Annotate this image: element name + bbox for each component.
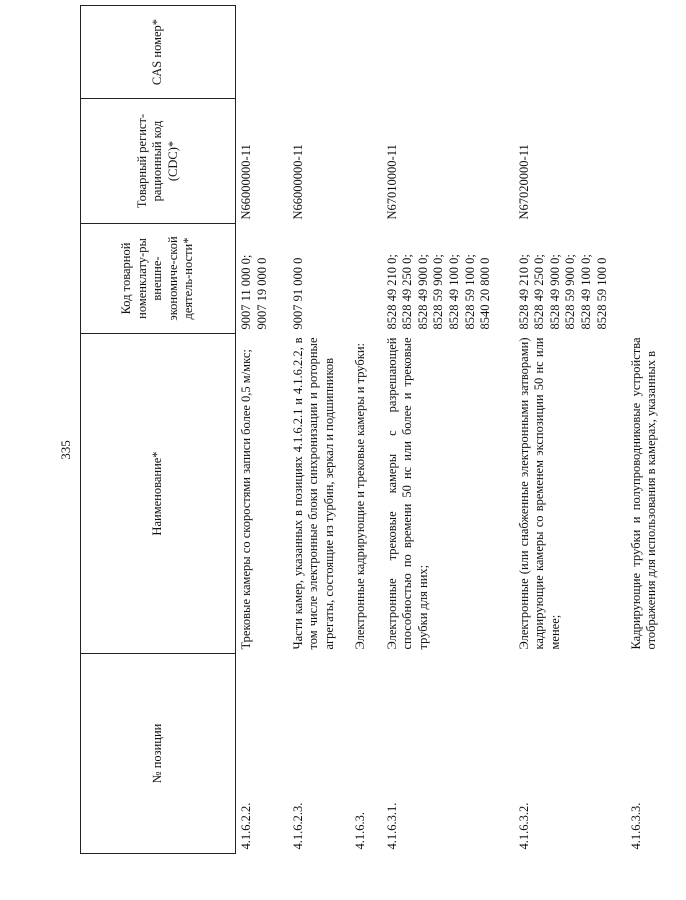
table-row bbox=[626, 6, 686, 854]
header-name: Наименование* bbox=[81, 334, 236, 654]
row-codes bbox=[382, 224, 514, 334]
row-cas bbox=[288, 6, 350, 99]
tnved-code: 8528 49 250 0; bbox=[532, 254, 547, 330]
row-cdc: N67020000-11 bbox=[516, 144, 531, 220]
row-name: Электронные трековые камеры с разрешающей способностью по времени 50 нс или более и трековые трубки для них; bbox=[384, 337, 430, 650]
row-codes bbox=[514, 224, 626, 334]
tnved-code: 9007 91 000 0 bbox=[290, 257, 305, 330]
tnved-code: 8528 49 900 0; bbox=[547, 254, 562, 330]
row-cas bbox=[236, 6, 288, 99]
header-cas-number: CAS номер* bbox=[81, 6, 236, 99]
table-row bbox=[236, 6, 288, 854]
row-cdc: N67010000-11 bbox=[384, 144, 399, 220]
row-cdc: N66000000-11 bbox=[290, 144, 305, 220]
row-name: Части камер, указанных в позициях 4.1.6.2.1 и 4.1.6.2.2, в том числе электронные блоки синхронизации и роторные агрегаты, состоящие из турбин, зеркал и подшипников bbox=[290, 337, 336, 650]
tnved-code: 8528 59 900 0; bbox=[431, 254, 446, 330]
row-position: 4.1.6.3.1. bbox=[384, 802, 399, 850]
tnved-code: 8528 49 100 0; bbox=[579, 254, 593, 330]
tnved-code: 8528 59 900 0; bbox=[563, 254, 578, 330]
row-name: Электронные кадрирующие и трековые камеры и трубки: bbox=[352, 343, 367, 650]
tnved-code: 8528 59 100 0 bbox=[594, 257, 609, 330]
tnved-code: 8528 59 100 0; bbox=[462, 254, 477, 330]
row-cas bbox=[514, 6, 626, 99]
tnved-code: 8528 49 250 0; bbox=[400, 254, 415, 330]
table-row bbox=[514, 6, 626, 854]
table-header-row bbox=[81, 6, 236, 854]
row-cas bbox=[350, 6, 382, 99]
goods-table bbox=[80, 5, 686, 854]
page-number: 335 bbox=[58, 440, 73, 460]
row-name: Трековые камеры со скоростями записи более 0,5 м/мкс; bbox=[239, 349, 253, 650]
tnved-code: 8528 49 210 0; bbox=[516, 254, 531, 330]
row-position: 4.1.6.3.3. bbox=[628, 802, 643, 850]
row-cdc bbox=[350, 99, 382, 224]
tnved-code: 8540 20 800 0 bbox=[478, 257, 493, 330]
table-row bbox=[382, 6, 514, 854]
row-position: 4.1.6.3. bbox=[352, 812, 367, 850]
table-row bbox=[350, 6, 382, 854]
row-position: 4.1.6.2.2. bbox=[239, 802, 253, 850]
row-codes bbox=[288, 224, 350, 334]
table-row bbox=[288, 6, 350, 854]
row-codes bbox=[236, 224, 288, 334]
header-tnved-code: Код товарной номенклату-ры внешне-экономиче-ской деятель-ности* bbox=[81, 224, 236, 334]
tnved-code: 8528 49 100 0; bbox=[447, 254, 461, 330]
row-position: 4.1.6.2.3. bbox=[290, 802, 305, 850]
tnved-code: 8528 49 900 0; bbox=[415, 254, 430, 330]
row-cas bbox=[382, 6, 514, 99]
header-position: № позиции bbox=[81, 654, 236, 854]
header-cdc-code: Товарный регист-рационный код (CDC)* bbox=[81, 99, 236, 224]
row-name: Кадрирующие трубки и полупроводниковые устройства отображения для использования в камерах, указанных в bbox=[628, 337, 659, 650]
row-codes bbox=[350, 224, 382, 334]
row-cas bbox=[626, 6, 686, 99]
row-cdc: N66000000-11 bbox=[239, 144, 253, 220]
row-codes bbox=[626, 224, 686, 334]
row-name: Электронные (или снабженные электронными затворами) кадрирующие камеры со временем экспозиции 50 нс или менее; bbox=[516, 337, 562, 650]
row-cdc bbox=[626, 99, 686, 224]
tnved-code: 9007 19 000 0 bbox=[254, 257, 269, 330]
row-position: 4.1.6.3.2. bbox=[516, 802, 531, 850]
tnved-code: 8528 49 210 0; bbox=[384, 254, 399, 330]
tnved-code: 9007 11 000 0; bbox=[239, 254, 253, 330]
